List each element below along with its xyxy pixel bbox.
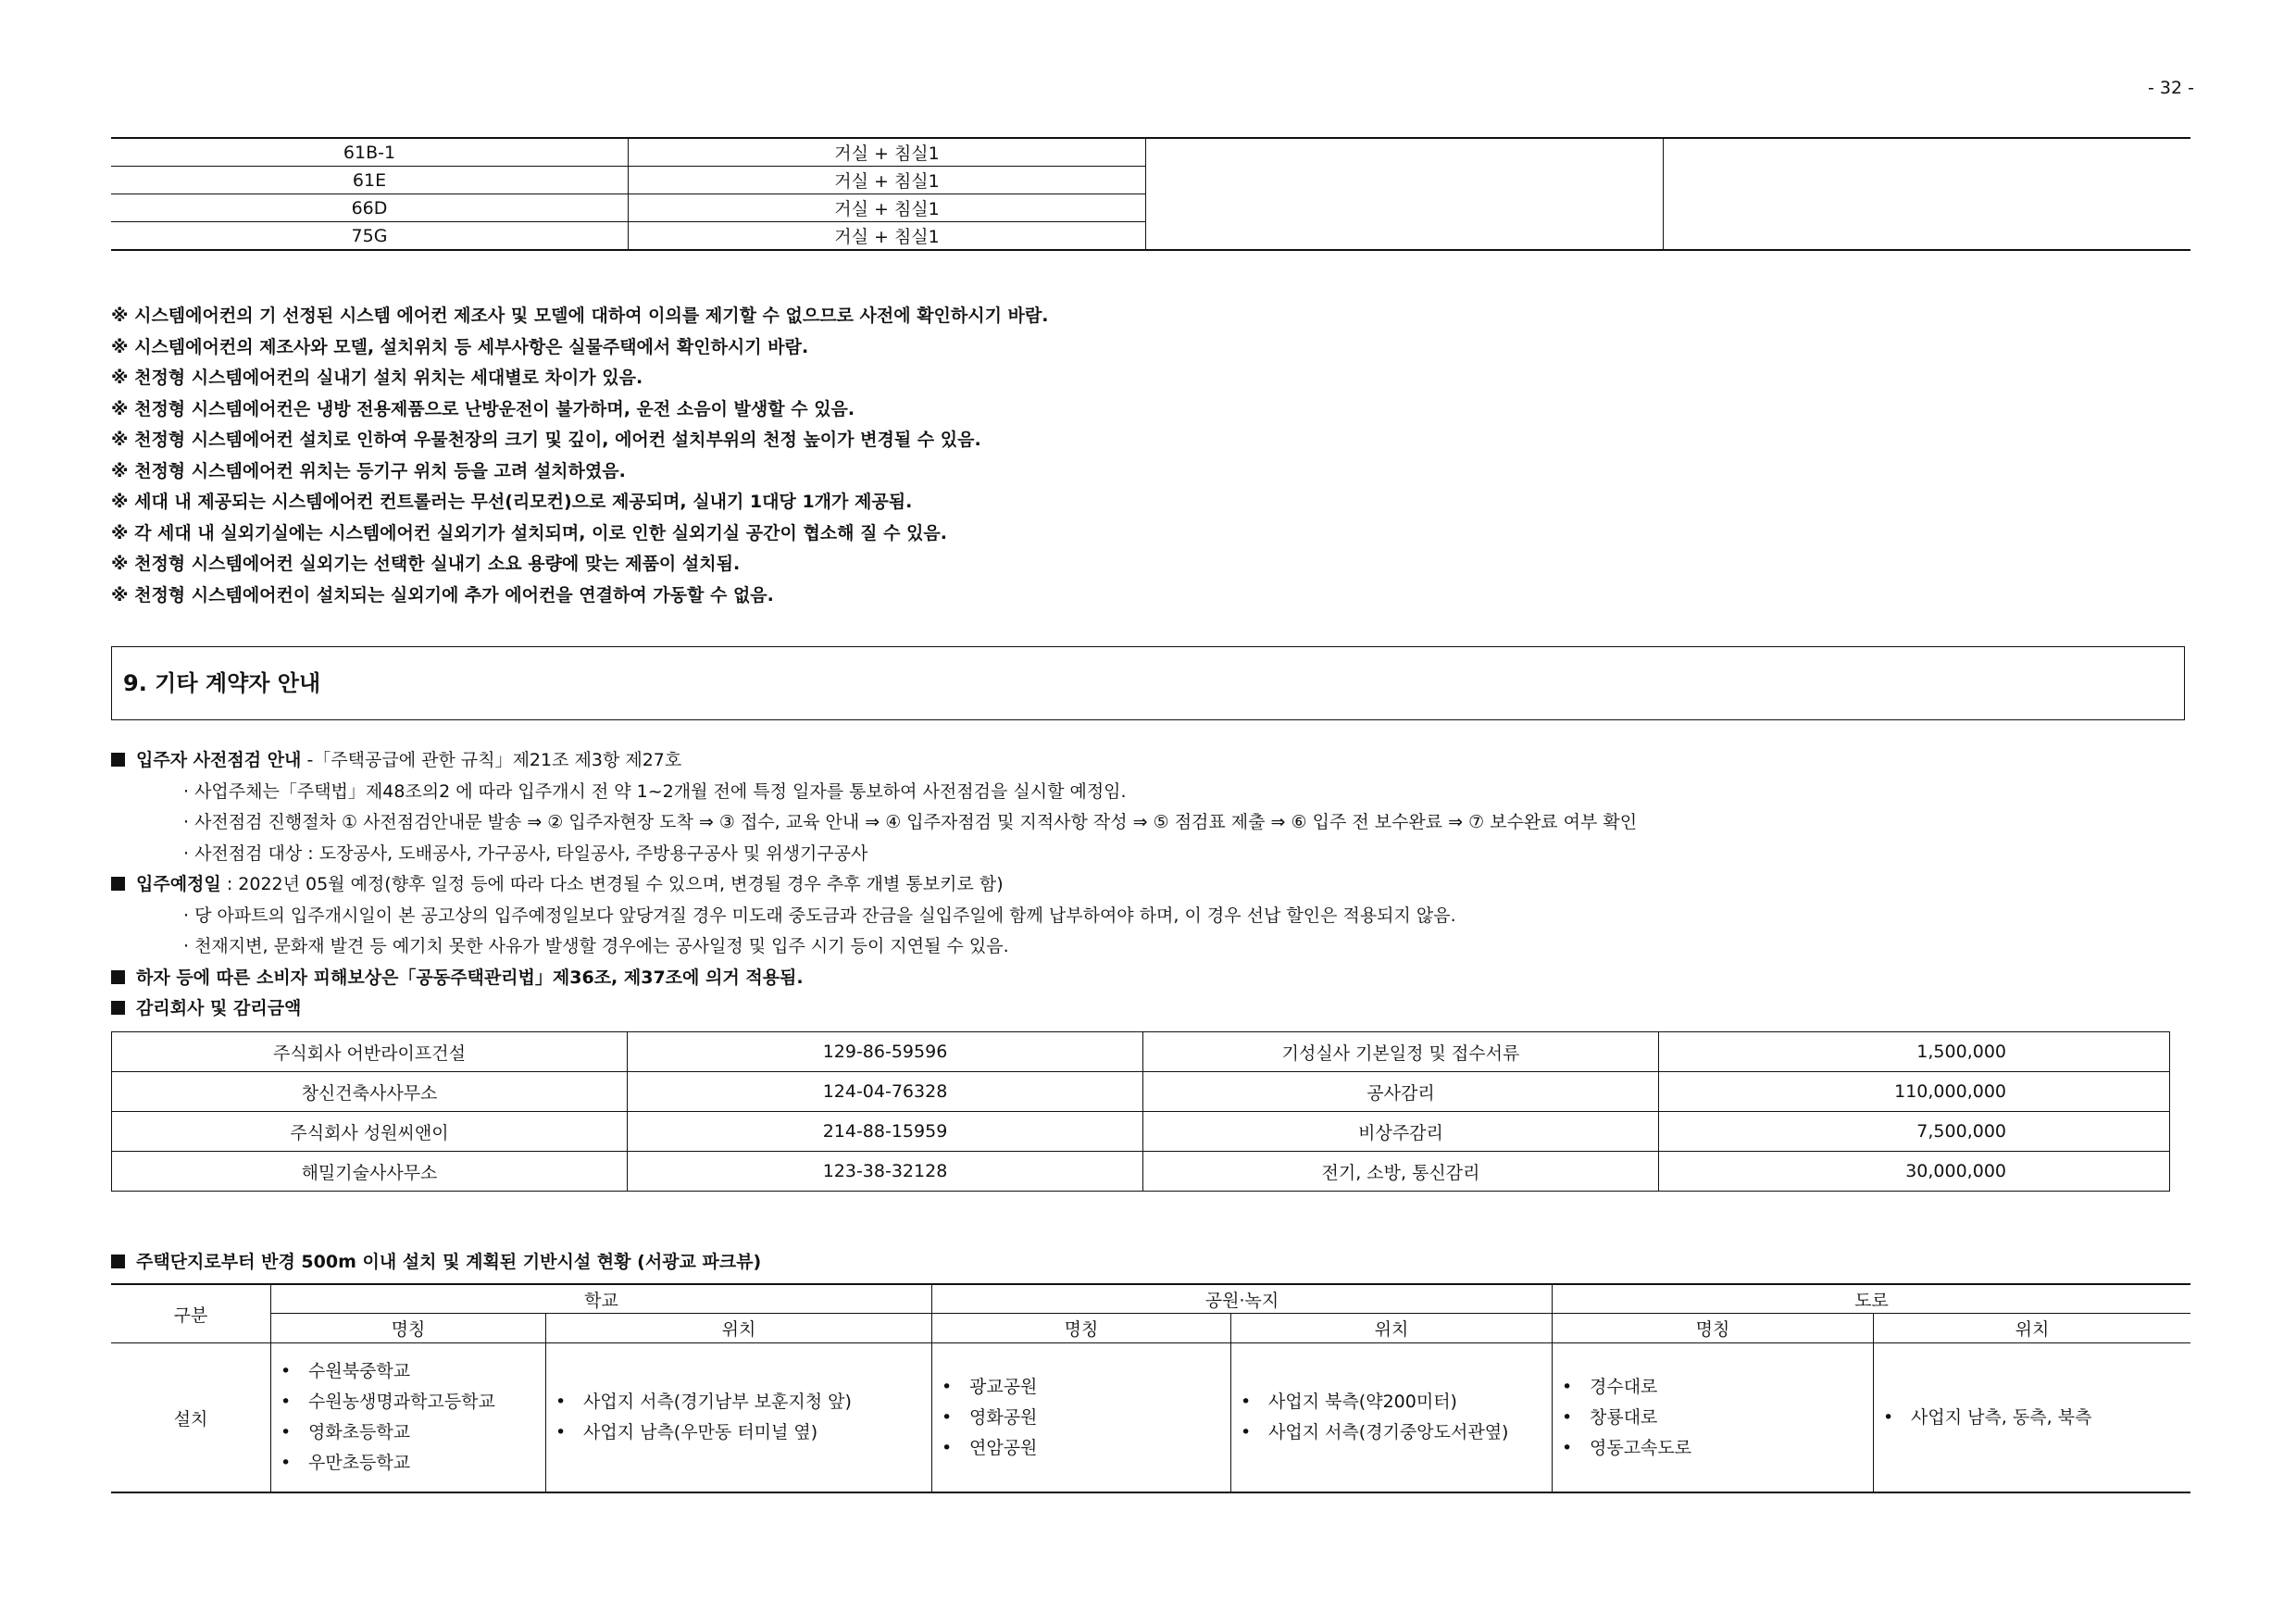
square-bullet-icon bbox=[111, 970, 125, 984]
move-in-label: 입주예정일 bbox=[136, 874, 221, 894]
list-item: • 사업지 북측(약200미터) bbox=[1241, 1387, 1552, 1417]
move-in-item: · 천재지변, 문화재 발견 등 예기치 못한 사유가 발생할 경우에는 공사일정 및 입주 시기 등이 지연될 수 있음. bbox=[183, 936, 1009, 956]
list-item: • 연암공원 bbox=[942, 1433, 1230, 1464]
pre-inspection-heading bbox=[111, 745, 2185, 777]
list-item: • 광교공원 bbox=[942, 1372, 1230, 1403]
sub-header-name: 명칭 bbox=[932, 1314, 1231, 1343]
list-item: • 영화초등학교 bbox=[281, 1417, 545, 1448]
note-line: ※ 천정형 시스템에어컨은 냉방 전용제품으로 난방운전이 불가하며, 운전 소음이 발생할 수 있음. bbox=[111, 398, 855, 419]
infrastructure-table bbox=[111, 1283, 2190, 1493]
reg-number-cell: 123-38-32128 bbox=[628, 1152, 1143, 1192]
move-in-heading bbox=[111, 869, 2185, 901]
item-cell: 전기, 소방, 통신감리 bbox=[1143, 1152, 1659, 1192]
amount-cell: 1,500,000 bbox=[1659, 1032, 2170, 1072]
square-bullet-icon bbox=[111, 1255, 125, 1268]
pre-inspection-ref: -「주택공급에 관한 규칙」제21조 제3항 제27호 bbox=[301, 750, 682, 770]
list-item: • 수원농생명과학고등학교 bbox=[281, 1387, 545, 1417]
list-item: • 사업지 서측(경기남부 보훈지청 앞) bbox=[555, 1387, 931, 1417]
aircon-notes bbox=[111, 301, 2185, 611]
unit-type-cell: 66D bbox=[111, 194, 629, 222]
road-locations-cell bbox=[1874, 1343, 2191, 1493]
note-line: ※ 각 세대 내 실외기실에는 시스템에어컨 실외기가 설치되며, 이로 인한 실외기실 공간이 협소해 질 수 있음. bbox=[111, 522, 947, 543]
supervision-heading bbox=[111, 993, 2185, 1025]
list-item: • 영화공원 bbox=[942, 1403, 1230, 1433]
table-row bbox=[111, 138, 2190, 167]
reg-number-cell: 124-04-76328 bbox=[628, 1072, 1143, 1112]
infra-heading-text: 주택단지로부터 반경 500m 이내 설치 및 계획된 기반시설 현황 (서광교 파크뷰) bbox=[136, 1252, 762, 1272]
school-locations-cell bbox=[546, 1343, 932, 1493]
list-item: • 사업지 서측(경기중앙도서관옆) bbox=[1241, 1417, 1552, 1448]
list-item: • 창룡대로 bbox=[1562, 1403, 1873, 1433]
empty-cell bbox=[1146, 138, 1664, 250]
table-row bbox=[112, 1032, 2170, 1072]
note-line: ※ 천정형 시스템에어컨 실외기는 선택한 실내기 소요 용량에 맞는 제품이 설치됨. bbox=[111, 554, 741, 574]
note-line: ※ 천정형 시스템에어컨 설치로 인하여 우물천장의 크기 및 깊이, 에어컨 설치부위의 천정 높이가 변경될 수 있음. bbox=[111, 430, 981, 450]
pre-inspection-label: 입주자 사전점검 안내 bbox=[136, 750, 302, 770]
company-cell: 창신건축사사무소 bbox=[112, 1072, 628, 1112]
group-header-road: 도로 bbox=[1553, 1284, 2191, 1314]
group-header-park: 공원·녹지 bbox=[932, 1284, 1553, 1314]
move-in-text: : 2022년 05월 예정(향후 일정 등에 따라 다소 변경될 수 있으며, 변경될 경우 추후 개별 통보키로 함) bbox=[220, 874, 1004, 894]
company-cell: 해밀기술사사무소 bbox=[112, 1152, 628, 1192]
note-line: ※ 천정형 시스템에어컨이 설치되는 실외기에 추가 에어컨을 연결하여 가동할 수 없음. bbox=[111, 584, 774, 606]
move-in-item: · 당 아파트의 입주개시일이 본 공고상의 입주예정일보다 앞당겨질 경우 미도래 중도금과 잔금을 실입주일에 함께 납부하여야 하며, 이 경우 선납 할인은 적용되지 않음. bbox=[183, 905, 1456, 926]
pre-inspection-item: · 사전점검 대상 : 도장공사, 도배공사, 가구공사, 타일공사, 주방용구공사 및 위생기구공사 bbox=[183, 843, 868, 864]
sub-header-location: 위치 bbox=[1874, 1314, 2191, 1343]
school-names-cell bbox=[271, 1343, 546, 1493]
table-row bbox=[111, 1343, 2190, 1493]
park-locations-cell bbox=[1231, 1343, 1553, 1493]
supervision-heading-text: 감리회사 및 감리금액 bbox=[136, 998, 302, 1018]
item-cell: 기성실사 기본일정 및 접수서류 bbox=[1143, 1032, 1659, 1072]
park-names-cell bbox=[932, 1343, 1231, 1493]
contractor-info bbox=[111, 745, 2185, 1025]
list-item: • 경수대로 bbox=[1562, 1372, 1873, 1403]
rooms-cell: 거실 + 침실1 bbox=[629, 194, 1146, 222]
page-number: - 32 - bbox=[2148, 78, 2194, 98]
company-cell: 주식회사 성원씨앤이 bbox=[112, 1112, 628, 1152]
note-line: ※ 천정형 시스템에어컨 위치는 등기구 위치 등을 고려 설치하였음. bbox=[111, 460, 626, 481]
list-item: • 수원북중학교 bbox=[281, 1356, 545, 1387]
road-names-cell bbox=[1553, 1343, 1874, 1493]
pre-inspection-item: · 사전점검 진행절차 ① 사전점검안내문 발송 ⇒ ② 입주자현장 도착 ⇒ ③ 접수, 교육 안내 ⇒ ④ 입주자점검 및 지적사항 작성 ⇒ ⑤ 점검표 제출 ⇒ ⑥ 입주 전 보수완료 ⇒ ⑦ 보수완료 여부 확인 bbox=[183, 812, 1638, 832]
square-bullet-icon bbox=[111, 877, 125, 891]
rooms-cell: 거실 + 침실1 bbox=[629, 138, 1146, 167]
table-row bbox=[112, 1152, 2170, 1192]
square-bullet-icon bbox=[111, 1001, 125, 1015]
gubun-header: 구분 bbox=[111, 1284, 271, 1343]
defect-compensation-text: 하자 등에 따른 소비자 피해보상은「공동주택관리법」제36조, 제37조에 의거 적용됨. bbox=[136, 967, 804, 988]
row-label: 설치 bbox=[111, 1343, 271, 1493]
group-header-school: 학교 bbox=[271, 1284, 932, 1314]
amount-cell: 7,500,000 bbox=[1659, 1112, 2170, 1152]
unit-type-cell: 61E bbox=[111, 167, 629, 194]
item-cell: 비상주감리 bbox=[1143, 1112, 1659, 1152]
rooms-cell: 거실 + 침실1 bbox=[629, 167, 1146, 194]
list-item: • 사업지 남측, 동측, 북측 bbox=[1883, 1403, 2190, 1433]
table-row bbox=[111, 1284, 2190, 1314]
unit-type-cell: 75G bbox=[111, 222, 629, 251]
reg-number-cell: 214-88-15959 bbox=[628, 1112, 1143, 1152]
amount-cell: 30,000,000 bbox=[1659, 1152, 2170, 1192]
table-row bbox=[112, 1072, 2170, 1112]
note-line: ※ 시스템에어컨의 기 선정된 시스템 에어컨 제조사 및 모델에 대하여 이의를 제기할 수 없으므로 사전에 확인하시기 바람. bbox=[111, 306, 1049, 326]
list-item: • 영동고속도로 bbox=[1562, 1433, 1873, 1464]
section-heading-box bbox=[111, 646, 2185, 720]
sub-header-name: 명칭 bbox=[271, 1314, 546, 1343]
list-item: • 사업지 남측(우만동 터미널 옆) bbox=[555, 1417, 931, 1448]
table-row bbox=[112, 1112, 2170, 1152]
unit-type-table bbox=[111, 137, 2190, 251]
defect-compensation-line bbox=[111, 963, 2185, 994]
unit-type-cell: 61B-1 bbox=[111, 138, 629, 167]
sub-header-location: 위치 bbox=[1231, 1314, 1553, 1343]
square-bullet-icon bbox=[111, 753, 125, 767]
note-line: ※ 천정형 시스템에어컨의 실내기 설치 위치는 세대별로 차이가 있음. bbox=[111, 368, 643, 388]
rooms-cell: 거실 + 침실1 bbox=[629, 222, 1146, 251]
empty-cell bbox=[1664, 138, 2191, 250]
note-line: ※ 시스템에어컨의 제조사와 모델, 설치위치 등 세부사항은 실물주택에서 확인하시기 바람. bbox=[111, 336, 809, 357]
table-row bbox=[111, 1314, 2190, 1343]
section-title: 9. 기타 계약자 안내 bbox=[123, 670, 321, 696]
company-cell: 주식회사 어반라이프건설 bbox=[112, 1032, 628, 1072]
item-cell: 공사감리 bbox=[1143, 1072, 1659, 1112]
amount-cell: 110,000,000 bbox=[1659, 1072, 2170, 1112]
note-line: ※ 세대 내 제공되는 시스템에어컨 컨트롤러는 무선(리모컨)으로 제공되며, 실내기 1대당 1개가 제공됨. bbox=[111, 492, 913, 512]
list-item: • 우만초등학교 bbox=[281, 1448, 545, 1479]
reg-number-cell: 129-86-59596 bbox=[628, 1032, 1143, 1072]
infra-heading bbox=[111, 1248, 761, 1273]
sub-header-name: 명칭 bbox=[1553, 1314, 1874, 1343]
pre-inspection-item: · 사업주체는「주택법」제48조의2 에 따라 입주개시 전 약 1~2개월 전에 특정 일자를 통보하여 사전점검을 실시할 예정임. bbox=[183, 780, 1127, 802]
sub-header-location: 위치 bbox=[546, 1314, 932, 1343]
supervision-table bbox=[111, 1031, 2170, 1192]
